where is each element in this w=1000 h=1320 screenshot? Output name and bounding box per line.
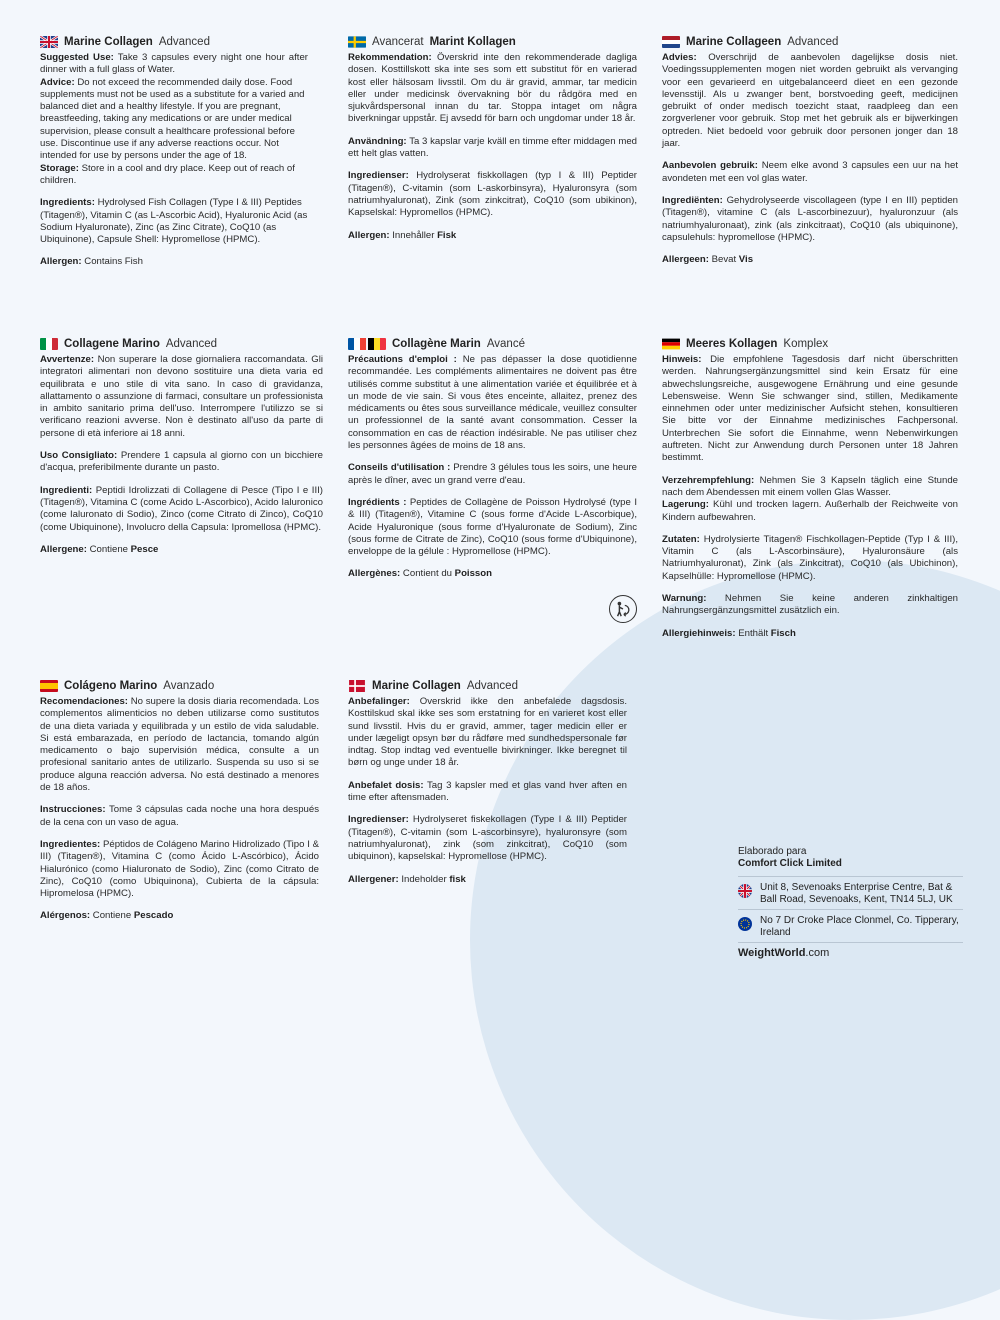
dutch-title [662,36,958,48]
recommended-use: Uso Consigliato: Prendere 1 capsula al giorno con un bicchiere d'acqua, preferibilmente durante un pasto. [40,450,323,474]
english-column [40,36,308,279]
title-rest: Komplex [783,338,829,350]
title-rest: Advanced [158,36,210,48]
denmark-flag-icon [348,680,366,692]
recommendations: Recomendaciones: No supere la dosis diaria recomendada. Los complementos alimenticios no deben utilizarse como sustitutos de una dieta variada y equilibrada y un estilo de vida saludable. Si está embarazada, en período de lactancia, tomando algún medicamento o bajo supervisión médica, consulte a un profesional sanitario antes de utilizarlo. Suspenda su uso si se produce alguna reacción adversa. No está destinado a menores de 18 años. [40,696,319,794]
sweden-flag-icon [348,36,366,48]
italy-flag-icon [40,338,58,350]
storage: Storage: Store in a cool and dry place. Keep out of reach of children. [40,162,295,186]
manufacturer-info [738,846,963,959]
warning: Warnung: Nehmen Sie keine anderen zinkhaltigen Nahrungsergänzungsmittel zusätzlich ein. [662,593,958,617]
made-for-label: Elaborado para [738,846,807,857]
danish-title [348,680,627,692]
allergen: Allergiehinweis: Enthält Fisch [662,627,796,639]
spanish-column [40,680,319,933]
ingredients: Ingredienti: Peptidi Idrolizzati di Collagene di Pesce (Tipo I e III) (Titagen®), Vitamina C (come Acido L-Ascorbico), Acido Ialuronico (come Ialuronato di Sodio), Zinco (come Citrato di Zinco), CoQ10 (come Ubiquinone), Involucro della Capsula: Ipromellosa (HPMC). [40,484,323,533]
eu-flag-icon [738,917,752,931]
triman-recycling-icon [609,595,637,623]
ingredients: Ingredienser: Hydrolyseret fiskekollagen (Type I & III) Peptider (Titagen®), C-vitamin (som L-ascorbinsyre), hyaluronsyre (som natriumhyaluronat), zink (som zinkcitrat), CoQ10 (som ubiquinon), kapselskal: Hypromellose (HPMC). [348,814,627,863]
brand-website: WeightWorld.com [738,942,963,959]
eu-address: No 7 Dr Croke Place Clonmel, Co. Tipperary, Ireland [760,915,959,938]
title-bold: Meeres Kollagen [686,338,778,350]
french-column [348,338,637,591]
recommendation: Rekommendation: Överskrid inte den rekommenderade dagliga dosen. Kosttillskott ska inte ses som ett substitut för en varierad kost eller hälsosam livsstil. Om du är gravid, ammar, tar medicin eller under medicinsk övervakning bör du rådgöra med en sjukvårdspersonal innan du tar. Stoppa intaget om några biverkningar uppstår. Ej avsedd för barn och ungdomar under 18 år. [348,52,637,125]
german-title [662,338,958,350]
title-bold: Marint Kollagen [429,36,516,48]
france-belgium-flags-icon [348,338,386,350]
italian-title [40,338,323,350]
spain-flag-icon [40,680,58,692]
precautions: Précautions d'emploi : Ne pas dépasser la dose quotidienne recommandée. Les compléments alimentaires ne doivent pas être utilisés comme substitut à une alimentation variée et équilibrée et à un mode de vie sain. Si vous êtes enceinte, allaitez, prenez des médicaments ou êtes sous surveillance médicale, veuillez consulter un professionnel de la santé avant consommation. Cesser la consommation en cas de réaction indésirable. Ne pas utiliser chez les personnes âgées de moins de 18 ans. [348,354,637,452]
uk-flag-icon [40,36,58,48]
usage-advice: Conseils d'utilisation : Prendre 3 gélules tous les soirs, une heure après le dîner, avec un grand verre d'eau. [348,462,637,486]
allergen: Allergen: Contains Fish [40,256,143,268]
title-bold: Collagene Marino [64,338,160,350]
italian-column [40,338,323,566]
spanish-title [40,680,319,692]
recommended-intake: Verzehrempfehlung: Nehmen Sie 3 Kapseln täglich eine Stunde nach dem Abendessen mit einem vollen Glas Wasser. [662,474,958,498]
swedish-column [348,36,637,252]
ingredients: Ingredienser: Hydrolyserat fiskkollagen (typ I & III) Peptider (Titagen®), C-vitamin (som L-askorbinsyra), Hyaluronsyra (som natriumhyaluronat), Zink (som zinkcitrat), CoQ10 (som ubikinon), Kapselskal: Hypromellos (HPMC). [348,170,637,219]
usage: Användning: Ta 3 kapslar varje kväll en timme efter middagen med ett helt glas vatten. [348,135,637,160]
germany-flag-icon [662,338,680,350]
instructions: Instrucciones: Tome 3 cápsulas cada noche una hora después de la cena con un vaso de agua. [40,804,319,828]
title-pre: Avancerat [372,36,424,48]
english-title [40,36,308,48]
allergen: Allergene: Contiene Pesce [40,543,159,555]
title-bold: Colágeno Marino [64,680,158,692]
ingredients: Zutaten: Hydrolysierte Titagen® Fischkollagen-Peptide (Typ I & III), Vitamin C (als L-Ascorbinsäure), Hyaluronsäure (als Natriumhyaluronat), Zink (als Zinkcitrat), CoQ10 (als Ubichinon), Kapselhülle: Hypromellose (HPMC). [662,533,958,582]
danish-column [348,680,627,896]
ingredients: Ingrediënten: Gehydrolyseerde viscollageen (type I en III) peptiden (Titagen®), vitamine C (als L-ascorbinezuur), hyaluronzuur (als natriumhyaluronaat), zink (als zinkcitraat), CoQ10 (als ubiquinone), capsulehuls: hypromellose (HPMC). [662,194,958,243]
german-column [662,338,958,650]
recommendations: Anbefalinger: Overskrid ikke den anbefalede dagsdosis. Kosttilskud skal ikke ses som erstatning for en varieret kost eller sund livsstil. Hvis du er gravid, ammer, tager medicin eller er under lægeligt opsyn bør du rådføre med sundhedspersonale før indtag. Stop indtag ved eventuelle bivirkninger. Ikke beregnet til børn og unge under 18 år. [348,696,627,769]
allergen: Allergen: Innehåller Fisk [348,229,457,241]
title-rest: Advanced [165,338,218,350]
recommended-dose: Anbefalet dosis: Tag 3 kapsler med et glas vand hver aften en time efter aftensmaden. [348,779,627,804]
storage: Lagerung: Kühl und trocken lagern. Außerhalb der Reichweite von Kindern aufbewahren. [662,499,958,523]
eu-address-row [738,909,963,942]
netherlands-flag-icon [662,36,680,48]
uk-flag-icon [738,884,752,898]
uk-address: Unit 8, Sevenoaks Enterprise Centre, Bat & Ball Road, Sevenoaks, Kent, TN14 5LJ, UK [760,882,953,905]
allergen: Allergeen: Bevat Vis [662,254,754,266]
title-bold: Marine Collagen [372,680,461,692]
title-bold: Marine Collageen [686,36,782,48]
title-rest: Advanced [466,680,518,692]
notice: Hinweis: Die empfohlene Tagesdosis darf nicht überschritten werden. Nahrungsergänzungsmittel sind kein Ersatz für eine abwechslungsreiche, ausgewogene Ernährung und eine gesunde Lebensweise. Wenn Sie schwanger sind, stillen, Medikamente einnehmen oder unter medizinischer Aufsicht stehen, konsultieren Sie bitte vor der Einnahme medizinisches Fachpersonal. Unterbrechen Sie sofort die Einnahme, wenn Nebenwirkungen auftreten. Nicht zur Anwendung durch Personen unter 18 Jahren bestimmt. [662,354,958,464]
ingredients: Ingredients: Hydrolysed Fish Collagen (Type I & III) Peptides (Titagen®), Vitamin C (as L-Ascorbic Acid), Hyaluronic Acid (as Sodium Hyaluronate), Zinc (as Zinc Citrate), CoQ10 (as Ubiquinone), Capsule Shell: Hypromellose (HPMC). [40,197,308,246]
allergen: Allergènes: Contient du Poisson [348,568,492,580]
recommended-use: Aanbevolen gebruik: Neem elke avond 3 capsules een uur na het avondeten met een vol glas water. [662,160,959,184]
warnings: Avvertenze: Non superare la dose giornaliera raccomandata. Gli integratori alimentari non devono sostituire una dieta varia ed equilibrata e uno stile di vita sano. In caso di gravidanza, allattamento o assunzione di farmaci, consultare un professionista in ambito sanitario prima dell'uso. Interrompere l'utilizzo se si verificano reazioni avverse. Non è destinato all'uso da parte di persone di età inferiore ai 18 anni. [40,354,323,439]
title-bold: Collagène Marin [392,338,481,350]
swedish-title [348,36,637,48]
allergen: Alérgenos: Contiene Pescado [40,910,174,922]
allergen: Allergener: Indeholder fisk [348,873,466,885]
title-rest: Advanced [787,36,839,48]
title-rest: Avancé [486,338,525,350]
ingredients: Ingredientes: Péptidos de Colágeno Marino Hidrolizado (Tipo I & III) (Titagen®), Vitamina C (como Ácido L-Ascórbico), Ácido Hialurónico (como Hialuronato de Sodio), Zinc (como Citrato de Zinc), CoQ10 (como Ubiquinona), Cubierta de la cápsula: Hipromelosa (HPMC). [40,838,319,900]
advice: Advies: Overschrijd de aanbevolen dagelijkse dosis niet. Voedingssupplementen mogen niet worden gebruikt als vervanging voor een gevarieerd en uitgebalanceerd dieet en een gezonde levensstijl. Als u zwanger bent, borstvoeding geeft, medicijnen gebruikt of onder medisch toezicht staat, raadpleeg dan een zorgverlener voor gebruik. Stop met het gebruik als er bijwerkingen optreden. Niet bedoeld voor gebruik door personen jonger dan 18 jaar. [662,52,958,150]
dutch-column [662,36,958,276]
title-rest: Avanzado [163,680,215,692]
suggested-use: Suggested Use: Take 3 capsules every night one hour after dinner with a full glass of Water. [40,52,308,76]
french-title [348,338,637,350]
ingredients: Ingrédients : Peptides de Collagène de Poisson Hydrolysé (type I & III) (Titagen®), Vitamine C (sous forme d'Acide L-Ascorbique), Acide Hyaluronique (sous forme d'Hyaluronate de Sodium), Zinc (sous forme de Citrate de Zinc), CoQ10 (sous forme d'Ubiquinone), enveloppe de la gélule : Hypromellose (HPMC). [348,496,637,558]
advice: Advice: Do not exceed the recommended daily dose. Food supplements must not be used as a substitute for a varied and balanced diet and a healthy lifestyle. If you are pregnant, breastfeeding, taking any medications or are under medical supervision, please consult a healthcare professional before use. Discontinue use if any adverse reactions occur. Not intended for use by persons under the age of 18. [40,76,305,162]
uk-address-row [738,876,963,909]
company-name: Comfort Click Limited [738,858,842,869]
title-bold: Marine Collagen [64,36,153,48]
